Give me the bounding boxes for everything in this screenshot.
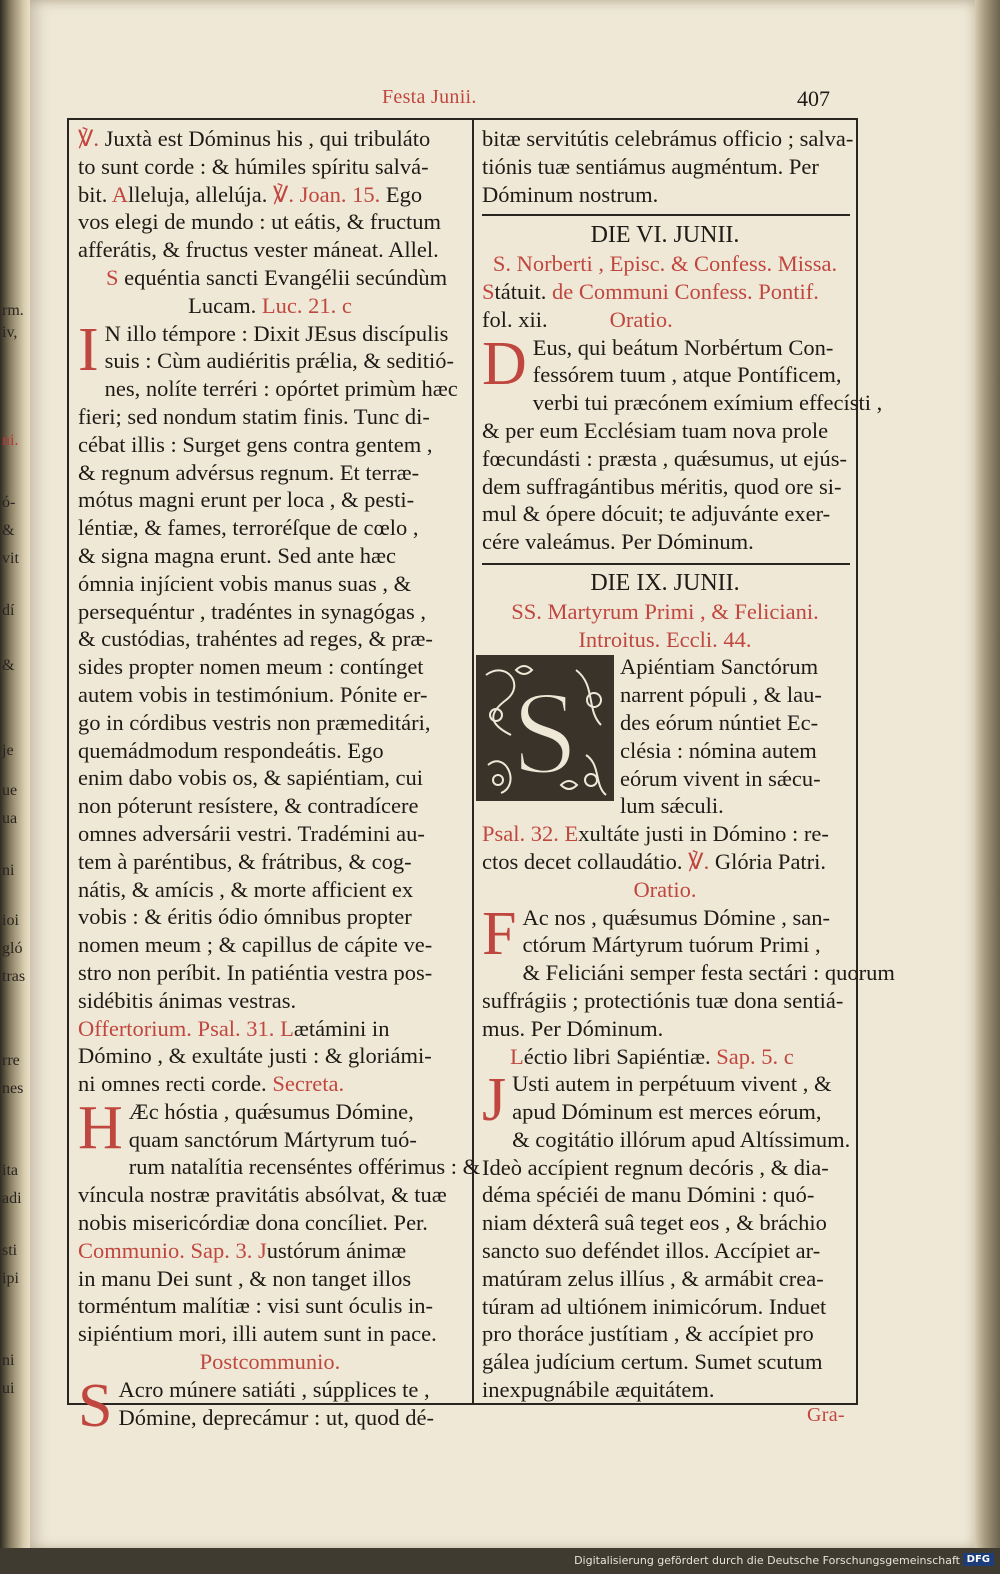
rubric-reference: Sap. 5. c bbox=[716, 1043, 794, 1069]
text-span: ætámini in bbox=[293, 1015, 390, 1041]
rubric-reference: Eccli. 44. bbox=[665, 626, 752, 652]
text-line: & regnum advérsus regnum. Et terræ- bbox=[78, 459, 420, 485]
rubric-initial: S bbox=[482, 278, 495, 304]
versicle-mark: ℣. bbox=[688, 848, 710, 874]
margin-fragment: ioi bbox=[2, 912, 19, 929]
margin-fragment: adi bbox=[2, 1190, 22, 1207]
text-line: stro non períbit. In patiéntia vestra pos- bbox=[78, 959, 433, 985]
margin-fragment: & bbox=[2, 657, 15, 674]
rubric-label: Secreta. bbox=[272, 1071, 345, 1097]
margin-fragment: dí bbox=[2, 602, 15, 619]
rubric-initial: E bbox=[564, 821, 579, 847]
text-span: Glória Patri. bbox=[709, 848, 827, 874]
text-span: ctos decet collaudátio. bbox=[482, 848, 689, 874]
rubric-label: Oratio. bbox=[633, 876, 697, 902]
gospel-paragraph bbox=[78, 315, 462, 1015]
text-line: víncula nostræ pravitátis absólvat, & tuæ bbox=[78, 1182, 447, 1208]
rubric-initial: J bbox=[258, 1237, 267, 1263]
text-line: ℣. Juxtà est Dóminus his , qui tribuláto bbox=[78, 126, 431, 151]
text-line bbox=[482, 626, 848, 654]
text-line: sancto suo deféndet illos. Accípiet ar- bbox=[482, 1238, 821, 1264]
text-line: túram ad ultiónem inimicórum. Induet bbox=[482, 1293, 827, 1319]
text-line: Dóminum nostrum. bbox=[482, 181, 659, 207]
margin-fragment: sti bbox=[2, 1242, 18, 1259]
dfg-logo: DFG bbox=[963, 1553, 994, 1566]
text-line bbox=[482, 306, 848, 334]
oratio-paragraph bbox=[482, 329, 883, 556]
text-line: des eórum núntiet Ec- bbox=[620, 709, 819, 735]
rubric-reference: ℣. Joan. 15. bbox=[272, 181, 381, 207]
text-line: verbi tui præcónem exímium effecísti , bbox=[532, 390, 883, 416]
text-line: & custódias, trahéntes ad reges, & præ- bbox=[78, 626, 433, 652]
text-line bbox=[78, 292, 462, 320]
text-span: fol. xii. bbox=[482, 306, 548, 332]
text-line: sides propter nomen meum : contínget bbox=[78, 654, 424, 680]
margin-fragment: ó- bbox=[2, 494, 16, 511]
text-line: nobis misericórdiæ dona concíliet. Per. bbox=[78, 1210, 428, 1236]
text-line: non póterunt resístere, & contradícere bbox=[78, 793, 419, 819]
text-line: léntiæ, & fames, terroréſque de cœlo , bbox=[78, 515, 419, 541]
text-line: bitæ servitútis celebrámus officio ; salva- bbox=[482, 126, 854, 151]
text-line: vos elegi de mundo : ut eátis, & fructum bbox=[78, 209, 442, 235]
page-number: 407 bbox=[797, 86, 830, 111]
margin-fragment: tras bbox=[2, 968, 26, 985]
margin-fragment: ni. bbox=[2, 432, 19, 449]
text-line: cére valeámus. Per Dóminum. bbox=[482, 529, 754, 555]
drop-cap: S bbox=[78, 1371, 113, 1440]
text-line: ómnia injícient vobis manus suas , & bbox=[78, 570, 412, 596]
text-line: fœcundásti : præsta , quǽsumus, ut ejús- bbox=[482, 445, 847, 471]
text-line: & Feliciáni semper festa sectári : quorum bbox=[522, 960, 895, 986]
left-column bbox=[78, 125, 481, 1440]
introitus-paragraph bbox=[482, 653, 848, 820]
text-line: suffrágiis ; protectiónis tuæ dona sentiá- bbox=[482, 987, 844, 1013]
text-span: éctio libri Sapiéntiæ. bbox=[523, 1043, 711, 1069]
digitization-credit: Digitalisierung gefördert durch die Deutsche Forschungsgemeinschaft bbox=[574, 1554, 960, 1567]
rubric-reference: Luc. 21. c bbox=[261, 292, 352, 318]
text-line: eórum vivent in sǽcu- bbox=[620, 765, 821, 791]
text-line: mus. Per Dóminum. bbox=[482, 1015, 664, 1041]
text-line: ctórum Mártyrum tuórum Primi , bbox=[522, 932, 821, 958]
text-line: cébat illis : Surget gens contra gentem , bbox=[78, 431, 433, 457]
rubric-label: Communio. Sap. 3. bbox=[78, 1237, 253, 1263]
postcommunio-paragraph bbox=[78, 1371, 462, 1440]
text-line bbox=[78, 264, 462, 292]
secreta-paragraph bbox=[78, 1093, 481, 1237]
rubric-initial: A bbox=[111, 181, 129, 207]
running-header: Festa Junii. bbox=[382, 86, 477, 108]
rubric-label: Oratio. bbox=[609, 306, 673, 332]
text-line: afferátis, & fructus vester máneat. Allel. bbox=[78, 237, 439, 263]
text-line: Acro múnere satiáti , súpplices te , bbox=[118, 1376, 430, 1402]
page-stack-edge bbox=[975, 0, 1000, 1574]
text-span: tátuit. bbox=[494, 278, 547, 304]
drop-cap: H bbox=[78, 1093, 123, 1162]
margin-fragment: ue bbox=[2, 782, 18, 799]
text-line: matúram zelus illíus , & armábit crea- bbox=[482, 1265, 824, 1291]
text-line bbox=[78, 1070, 462, 1098]
text-line: Æc hóstia , quǽsumus Dómine, bbox=[128, 1098, 414, 1124]
text-line: & signa magna erunt. Sed ante hæc bbox=[78, 542, 397, 568]
drop-cap: D bbox=[482, 329, 527, 398]
section-rule bbox=[482, 214, 850, 216]
rubric-reference: Psal. 32. bbox=[482, 821, 559, 847]
text-line: déma spéciéi de manu Dómini : quó- bbox=[482, 1182, 815, 1208]
margin-fragment: iv, bbox=[2, 324, 18, 341]
margin-fragment: ua bbox=[2, 810, 18, 827]
text-line: nes, nolíte terréri : opórtet primùm hæc bbox=[104, 376, 458, 402]
text-line bbox=[78, 1237, 462, 1265]
column-divider bbox=[472, 118, 474, 1405]
text-line bbox=[78, 1015, 462, 1043]
margin-fragment: rm. bbox=[2, 302, 24, 319]
oratio-paragraph bbox=[482, 899, 895, 1043]
text-line: nomen meum ; & capillus de cápite ve- bbox=[78, 932, 433, 958]
text-line: dem suffragántibus méritis, quod ore si- bbox=[482, 473, 842, 499]
margin-fragment: je bbox=[2, 742, 14, 759]
margin-fragment: ita bbox=[2, 1162, 18, 1179]
text-span: ustórum ánimæ bbox=[266, 1237, 407, 1263]
text-line: quemádmodum respondeátis. Ego bbox=[78, 737, 384, 763]
text-line: lum sǽculi. bbox=[620, 793, 724, 819]
text-line: omnes adversárii vestri. Tradémini au- bbox=[78, 820, 425, 846]
text-line: Usti autem in perpétuum vivent , & bbox=[512, 1071, 832, 1097]
text-line: mul & ópere dócuit; te adjuvánte exer- bbox=[482, 501, 831, 527]
text-line: Ideò accípient regnum decóris , & dia- bbox=[482, 1154, 829, 1180]
text-span: equéntia sancti Evangélii secúndùm bbox=[118, 264, 448, 290]
margin-fragment: nes bbox=[2, 1080, 24, 1097]
text-line: & cogitátio illórum apud Altíssimum. bbox=[512, 1126, 851, 1152]
text-line: tem à paréntibus, & frátribus, & cog- bbox=[78, 848, 412, 874]
text-span: bit. bbox=[78, 181, 112, 207]
text-line: persequéntur , tradéntes in synagógas , bbox=[78, 598, 427, 624]
text-line: Dómino , & exultáte justi : & gloriámi- bbox=[78, 1043, 432, 1069]
text-line: fieri; sed nondum statim finis. Tunc di- bbox=[78, 403, 430, 429]
text-line: inexpugnábile æquitátem. bbox=[482, 1377, 715, 1403]
section-heading: DIE IX. JUNII. bbox=[590, 569, 740, 596]
text-line: in manu Dei sunt , & non tanget illos bbox=[78, 1265, 412, 1291]
text-line bbox=[482, 278, 848, 306]
text-line bbox=[482, 1043, 848, 1071]
text-line bbox=[482, 820, 848, 848]
text-line: tiónis tuæ sentiámus augméntum. Per bbox=[482, 153, 819, 179]
margin-fragment: gló bbox=[2, 940, 23, 957]
margin-fragment: vit bbox=[2, 550, 19, 567]
margin-fragment: & bbox=[2, 522, 15, 539]
text-span: lleluja, allelúja. bbox=[128, 181, 273, 207]
text-line: Postcommunio. bbox=[199, 1349, 341, 1375]
margin-fragment: ui bbox=[2, 1380, 15, 1397]
text-span: xultáte justi in Dómino : re- bbox=[578, 821, 829, 847]
text-line: Eus, qui beátum Norbértum Con- bbox=[532, 334, 834, 360]
rubric-initial: L bbox=[510, 1043, 524, 1069]
feast-title: S. Norberti , Episc. & Confess. Missa. bbox=[492, 251, 838, 277]
woodcut-letter: S bbox=[511, 666, 579, 800]
drop-cap: I bbox=[78, 315, 99, 384]
text-line: & per eum Ecclésiam tuam nova prole bbox=[482, 417, 829, 443]
section-rule bbox=[482, 563, 850, 565]
rubric-label: Offertorium. Psal. 31. bbox=[78, 1015, 275, 1041]
text-line: enim dabo vobis os, & sapiéntiam, cui bbox=[78, 765, 423, 791]
text-span: ni omnes recti corde. bbox=[78, 1071, 267, 1097]
text-line: fessórem tuum , atque Pontíficem, bbox=[532, 362, 842, 388]
versicle-mark: ℣. bbox=[78, 126, 100, 151]
text-line bbox=[78, 181, 462, 209]
text-line: go in córdibus vestris non præmeditári, bbox=[78, 709, 431, 735]
text-line: clésia : nómina autem bbox=[620, 737, 817, 763]
text-line: sipiéntium mori, illi autem sunt in pace. bbox=[78, 1321, 437, 1347]
rubric-initial: S bbox=[106, 264, 119, 290]
text-line: N illo témpore : Dixit JEsus discípulis bbox=[104, 320, 449, 346]
text-line: niam déxterâ suâ teget eos , & bráchio bbox=[482, 1210, 827, 1236]
text-span: Ego bbox=[380, 181, 423, 207]
rubric-reference: de Communi Confess. Pontif. bbox=[546, 278, 819, 304]
section-heading: DIE VI. JUNII. bbox=[590, 222, 740, 249]
lectio-paragraph bbox=[482, 1066, 851, 1404]
text-line: to sunt corde : & húmiles spíritu salvá- bbox=[78, 153, 429, 179]
drop-cap: F bbox=[482, 899, 517, 968]
text-line: Ac nos , quǽsumus Dómine , san- bbox=[522, 904, 830, 930]
text-line: quam sanctórum Mártyrum tuó- bbox=[128, 1126, 417, 1152]
rubric-label: Introitus. bbox=[578, 626, 661, 652]
text-line bbox=[482, 848, 848, 876]
text-line: Apiéntiam Sanctórum bbox=[620, 654, 819, 680]
woodcut-initial-image bbox=[476, 655, 614, 801]
text-line: mótus magni erunt per loca , & pesti- bbox=[78, 487, 415, 513]
right-column bbox=[482, 125, 895, 1404]
text-line: gálea judícium certum. Sumet scutum bbox=[482, 1349, 823, 1375]
text-line: rum natalítia recenséntes offérimus : & bbox=[128, 1154, 481, 1180]
drop-cap: J bbox=[482, 1066, 507, 1135]
text-span: Lucam. bbox=[188, 292, 262, 318]
text-line: narrent pópuli , & lau- bbox=[620, 682, 822, 708]
catchword: Gra- bbox=[807, 1404, 845, 1426]
margin-fragment: ni bbox=[2, 1352, 15, 1369]
rubric-initial: L bbox=[280, 1015, 294, 1041]
text-line: torméntum malítiæ : visi sunt óculis in- bbox=[78, 1293, 433, 1319]
margin-fragment: ni bbox=[2, 862, 15, 879]
text-line: vobis : & éritis ódio ómnibus propter bbox=[78, 904, 412, 930]
text-line: pro thoráce justítiam , & accípiet pro bbox=[482, 1321, 814, 1347]
text-line: suis : Cùm audiéritis prǽlia, & seditió- bbox=[104, 348, 455, 374]
previous-page-edge bbox=[0, 0, 30, 1574]
text-line: sidébitis ánimas vestras. bbox=[78, 987, 297, 1013]
margin-fragment: rre bbox=[2, 1052, 20, 1069]
text-line: nátis, & amícis , & morte afficient ex bbox=[78, 876, 414, 902]
margin-fragment: ipi bbox=[2, 1270, 19, 1287]
text-line: Dómine, deprecámur : ut, quod dé- bbox=[118, 1404, 435, 1430]
text-line: apud Dóminum est merces eórum, bbox=[512, 1099, 822, 1125]
text-line: autem vobis in testimónium. Pónite er- bbox=[78, 681, 428, 707]
feast-title: SS. Martyrum Primi , & Feliciani. bbox=[511, 598, 819, 624]
